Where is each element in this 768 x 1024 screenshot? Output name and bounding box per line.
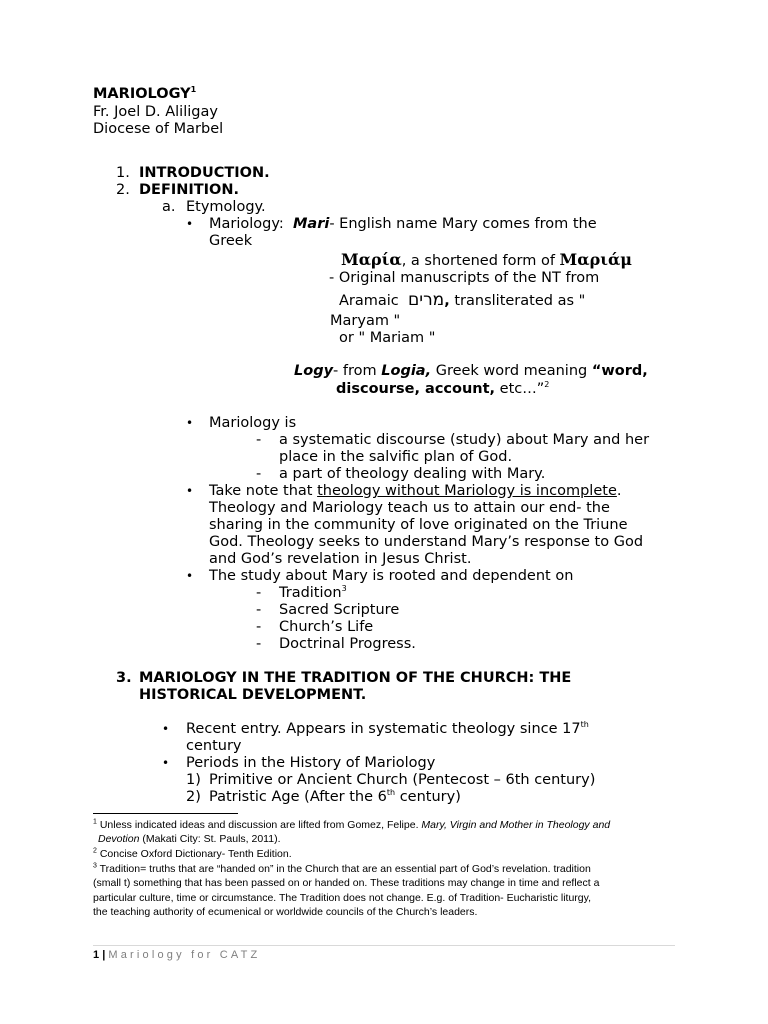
dependency-church-life: Church’s Life — [279, 619, 374, 635]
period-2: Patristic Age (After the 6th century) — [209, 788, 461, 805]
dependency-scripture: Sacred Scripture — [279, 602, 400, 618]
period-number: 1) — [186, 772, 201, 788]
bullet-icon: • — [162, 756, 170, 770]
section-heading-tradition-2: HISTORICAL DEVELOPMENT. — [139, 687, 367, 703]
note-line-5: and God’s revelation in Jesus Christ. — [209, 551, 472, 567]
footer-text: Mariology for CATZ — [108, 949, 261, 961]
author-line: Fr. Joel D. Aliligay — [93, 104, 218, 120]
footer-separator — [93, 945, 675, 946]
footnote-3-line-2: (small t) something that has been passed on or handed on. These traditions may change in time and reflect a — [93, 877, 600, 889]
footnote-3-line-3: particular culture, time or circumstance. The Tradition does not change. E.g. of Tradition- Eucharistic liturgy, — [93, 892, 592, 904]
manuscripts-line: - Original manuscripts of the NT from — [329, 270, 600, 286]
dash: - — [256, 602, 262, 618]
dependency-tradition: Tradition$^3$ — [279, 584, 347, 601]
dependency-doctrinal-progress: Doctrinal Progress. — [279, 636, 416, 652]
footnote-separator — [93, 813, 238, 814]
footnote-3-line-4: the teaching authority of ecumenical or worldwide councils of the Church’s leaders. — [93, 906, 478, 918]
footnote-3: $^3$ Tradition= truths that are “handed on” in the Church that are an essential part of God’s revelation. tradition — [93, 862, 591, 875]
list-number: 1. — [116, 165, 130, 181]
section-heading-tradition: MARIOLOGY IN THE TRADITION OF THE CHURCH: THE — [139, 670, 572, 686]
logy-line-2: discourse, account, etc…”$^2$ — [336, 380, 550, 397]
footnote-2: $^2$ Concise Oxford Dictionary- Tenth Edition. — [93, 847, 292, 860]
bullet-icon: • — [186, 484, 194, 498]
note-line-3: sharing in the community of love originated on the Triune — [209, 517, 628, 533]
document-title: MARIOLOGY$^1$ — [93, 85, 197, 102]
dash: - — [256, 585, 262, 601]
dash: - — [256, 636, 262, 652]
footnote-1-line-2: Devotion (Makati City: St. Pauls, 2011). — [98, 833, 281, 845]
aramaic-line: Aramaic מרים, transliterated as " — [339, 290, 586, 310]
period-1: Primitive or Ancient Church (Pentecost – 6th century) — [209, 772, 596, 788]
definition-1b: place in the salvific plan of God. — [279, 449, 513, 465]
note-line-4: God. Theology seeks to understand Mary’s response to God — [209, 534, 644, 550]
definition-2: a part of theology dealing with Mary. — [279, 466, 546, 482]
take-note-line: Take note that theology without Mariology is incomplete. — [209, 483, 622, 499]
list-number: 3. — [116, 670, 132, 686]
recent-entry-line: Recent entry. Appears in systematic theology since 17th — [186, 720, 589, 737]
definition-1a: a systematic discourse (study) about Mary and her — [279, 432, 650, 448]
periods-line: Periods in the History of Mariology — [186, 755, 436, 771]
section-heading-definition: DEFINITION. — [139, 182, 240, 198]
list-letter: a. — [162, 199, 176, 215]
bullet-icon: • — [186, 569, 194, 583]
page-number: 1 — [93, 949, 100, 961]
rooted-line: The study about Mary is rooted and dependent on — [209, 568, 574, 584]
dash: - — [256, 619, 262, 635]
diocese-line: Diocese of Marbel — [93, 121, 224, 137]
period-number: 2) — [186, 789, 201, 805]
greek-maria-line: Μαρία, a shortened form of Μαριάμ — [341, 250, 632, 269]
dash: - — [256, 432, 262, 448]
section-heading-introduction: INTRODUCTION. — [139, 165, 270, 181]
note-line-2: Theology and Mariology teach us to attain our end- the — [209, 500, 610, 516]
bullet-icon: • — [186, 416, 194, 430]
recent-entry-line-2: century — [186, 738, 242, 754]
subheading-etymology: Etymology. — [186, 199, 266, 215]
maryam-line: Maryam " — [330, 313, 401, 329]
mariology-is: Mariology is — [209, 415, 297, 431]
mariam-line: or " Mariam " — [339, 330, 436, 346]
list-number: 2. — [116, 182, 130, 198]
dash: - — [256, 466, 262, 482]
mari-line: Mariology: Mari- English name Mary comes from the — [209, 216, 597, 232]
page-footer: 1 | Mariology for CATZ — [93, 949, 261, 961]
footnote-1: $^1$ Unless indicated ideas and discussion are lifted from Gomez, Felipe. Mary, Virgin and Mother in Theology and — [93, 818, 611, 831]
bullet-icon: • — [162, 722, 170, 736]
bullet-icon: • — [186, 217, 194, 231]
logy-line: Logy- from Logia, Greek word meaning “word, — [294, 363, 648, 379]
greek-word-line: Greek — [209, 233, 253, 249]
